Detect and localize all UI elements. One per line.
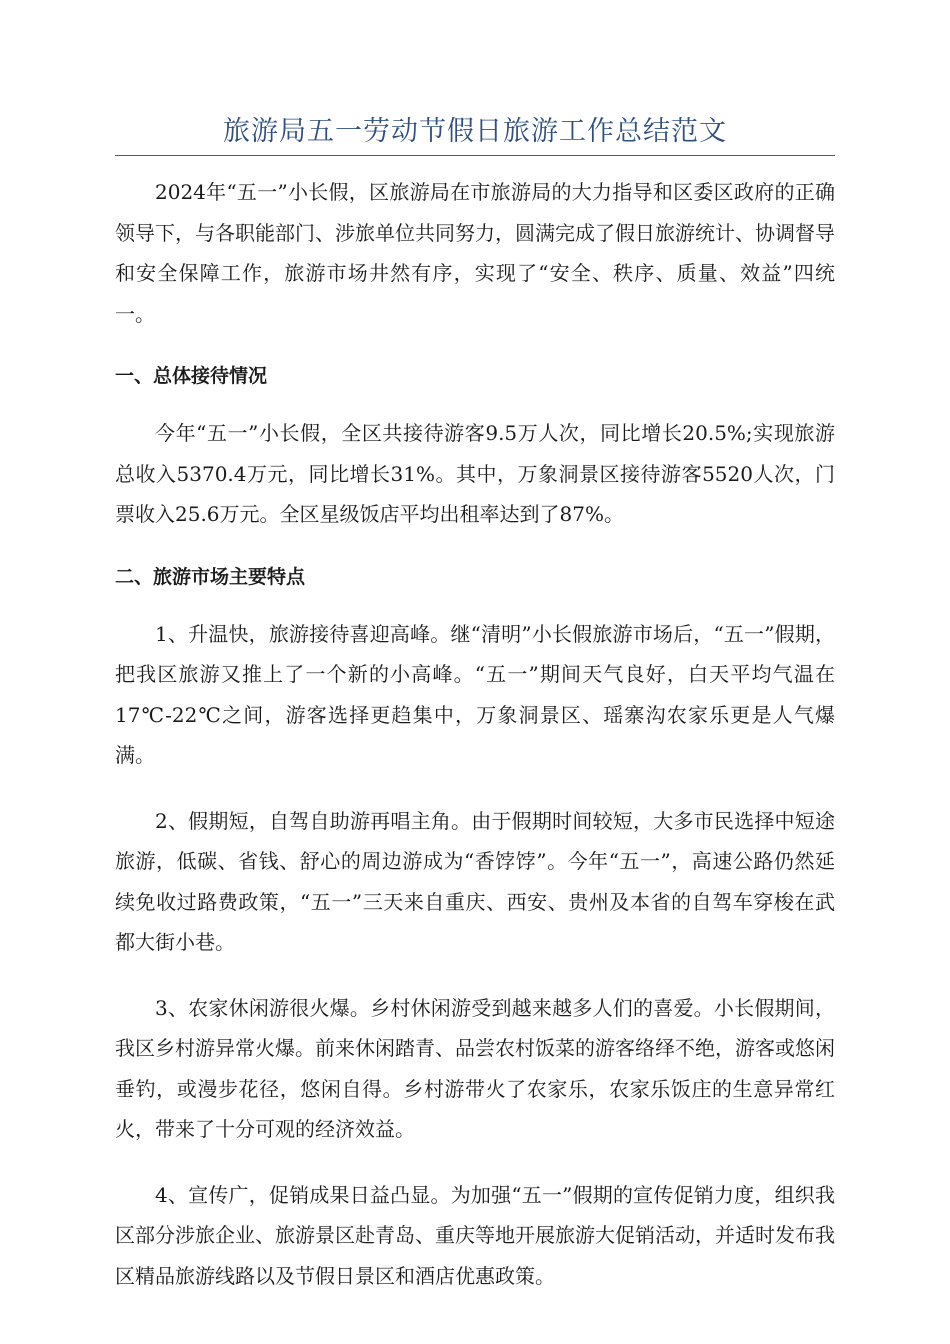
document-body xyxy=(115,172,835,1321)
intro-paragraph: 2024年“五一”小长假，区旅游局在市旅游局的大力指导和区委区政府的正确领导下，与各职能部门、涉旅单位共同努力，圆满完成了假日旅游统计、协调督导和安全保障工作，旅游市场井然有序，实现了“安全、秩序、质量、效益”四统一。 xyxy=(115,180,835,326)
feature-paragraph-3: 3、农家休闲游很火爆。乡村休闲游受到越来越多人们的喜爱。小长假期间，我区乡村游异常火爆。前来休闲踏青、品尝农村饭菜的游客络绎不绝，游客或悠闲垂钓，或漫步花径，悠闲自得。乡村游带火了农家乐，农家乐饭庄的生意异常红火，带来了十分可观的经济效益。 xyxy=(115,995,835,1141)
section-heading-overall-reception: 一、总体接待情况 xyxy=(115,365,268,387)
section-heading-market-features: 二、旅游市场主要特点 xyxy=(115,565,306,588)
feature-paragraph-2: 2、假期短，自驾自助游再唱主角。由于假期时间较短，大多市民选择中短途旅游，低碳、省钱、舒心的周边游成为“香饽饽”。今年“五一”，高速公路仍然延续免收过路费政策，“五一”三天来自重庆、西安、贵州及本省的自驾车穿梭在武都大街小巷。 xyxy=(115,808,835,954)
overall-reception-paragraph: 今年“五一”小长假，全区共接待游客9.5万人次，同比增长20.5%;实现旅游总收入5370.4万元，同比增长31%。其中，万象洞景区接待游客5520人次，门票收入25.6万元。全区星级饭店平均出租率达到了87%。 xyxy=(115,421,835,526)
title-underline xyxy=(115,155,835,156)
feature-paragraph-4: 4、宣传广，促销成果日益凸显。为加强“五一”假期的宣传促销力度，组织我区部分涉旅企业、旅游景区赴青岛、重庆等地开展旅游大促销活动，并适时发布我区精品旅游线路以及节假日景区和酒店优惠政策。 xyxy=(115,1182,835,1288)
document-title: 旅游局五一劳动节假日旅游工作总结范文 xyxy=(223,116,727,147)
feature-paragraph-1: 1、升温快，旅游接待喜迎高峰。继“清明”小长假旅游市场后，“五一”假期，把我区旅游又推上了一个新的小高峰。“五一”期间天气良好，白天平均气温在17℃-22℃之间，游客选择更趋集中，万象洞景区、瑶寨沟农家乐更是人气爆满。 xyxy=(115,621,835,767)
